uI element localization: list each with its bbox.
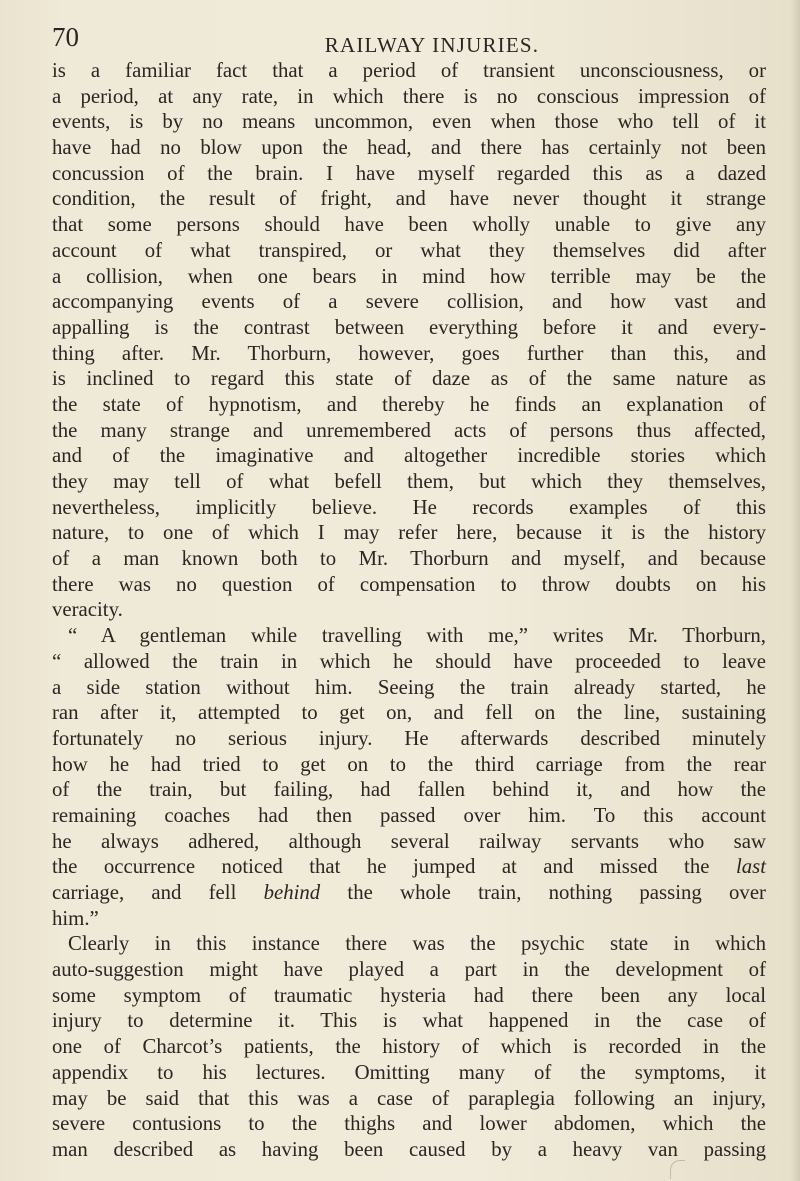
text-line: remaining coaches had then passed over him. To this account: [52, 803, 766, 827]
text-line: Clearly in this instance there was the psychic state in which: [68, 932, 766, 956]
running-head: RAILWAY INJURIES.: [324, 33, 540, 57]
text-line: the state of hypnotism, and thereby he finds an explanation of: [52, 392, 766, 416]
emphasis: last: [735, 855, 766, 879]
text-line: condition, the result of fright, and have never thought it strange: [52, 187, 766, 211]
text-line: the occurrence noticed that he jumped at and missed the last: [52, 855, 766, 879]
text-line: there was no question of compensation to throw doubts on his: [52, 572, 766, 596]
text-line: him.”: [52, 906, 99, 930]
text-line: “ A gentleman while travelling with me,” writes Mr. Thorburn,: [68, 624, 766, 648]
text-line: a period, at any rate, in which there is no conscious impression of: [52, 84, 766, 108]
text-line: how he had tried to get on to the third carriage from the rear: [52, 752, 766, 776]
text-line: some symptom of traumatic hysteria had there been any local: [52, 983, 766, 1007]
text-line: the many strange and unremembered acts of persons thus affected,: [52, 418, 766, 442]
text-line: appendix to his lectures. Omitting many of the symptoms, it: [52, 1060, 766, 1084]
text-line: veracity.: [52, 598, 123, 622]
text-line: man described as having been caused by a heavy van passing: [52, 1137, 766, 1161]
text-line: concussion of the brain. I have myself regarded this as a dazed: [52, 161, 766, 185]
emphasis: behind: [263, 881, 321, 904]
body-text: [52, 58, 766, 1163]
text-line: is inclined to regard this state of daze as of the same nature as: [52, 367, 766, 391]
text-line: and of the imaginative and altogether incredible stories which: [52, 444, 766, 468]
text-line: one of Charcot’s patients, the history of which is recorded in the: [52, 1035, 766, 1059]
page-header: [52, 18, 772, 62]
text-line: thing after. Mr. Thorburn, however, goes further than this, and: [52, 341, 766, 365]
text-line: is a familiar fact that a period of transient unconsciousness, or: [52, 59, 766, 82]
text-line: carriage, and fell behind the whole train, nothing passing over: [52, 881, 766, 904]
text-line: appalling is the contrast between everything before it and every-: [52, 315, 766, 339]
text-line: he always adhered, although several railway servants who saw: [52, 829, 766, 853]
text-line: events, is by no means uncommon, even when those who tell of it: [52, 110, 766, 134]
text-line: nevertheless, implicitly believe. He records examples of this: [52, 495, 766, 519]
text-line: that some persons should have been wholly unable to give any: [52, 213, 766, 237]
text-line: of a man known both to Mr. Thorburn and myself, and because: [52, 547, 766, 571]
text-line: ran after it, attempted to get on, and fell on the line, sustaining: [52, 701, 766, 725]
text-line: accompanying events of a severe collision, and how vast and: [52, 290, 766, 314]
text-line: nature, to one of which I may refer here, because it is the history: [52, 521, 766, 545]
text-line: have had no blow upon the head, and there has certainly not been: [52, 136, 766, 160]
text-line: of the train, but failing, had fallen behind it, and how the: [52, 778, 766, 802]
text-line: account of what transpired, or what they themselves did after: [52, 238, 766, 262]
text-line: auto-suggestion might have played a part in the development of: [52, 958, 766, 982]
text-line: “ allowed the train in which he should have proceeded to leave: [52, 649, 766, 673]
text-line: a collision, when one bears in mind how terrible may be the: [52, 264, 766, 288]
text-line: a side station without him. Seeing the train already started, he: [52, 675, 766, 699]
page-edge-shadow: [790, 0, 800, 1181]
page-number: 70: [52, 22, 79, 52]
text-line: injury to determine it. This is what happened in the case of: [52, 1009, 766, 1033]
scan-mark: [670, 1160, 685, 1179]
text-line: fortunately no serious injury. He afterwards described minutely: [52, 726, 766, 750]
text-line: may be said that this was a case of paraplegia following an injury,: [52, 1086, 766, 1110]
text-line: they may tell of what befell them, but which they themselves,: [52, 470, 766, 493]
text-line: severe contusions to the thighs and lower abdomen, which the: [52, 1112, 766, 1136]
